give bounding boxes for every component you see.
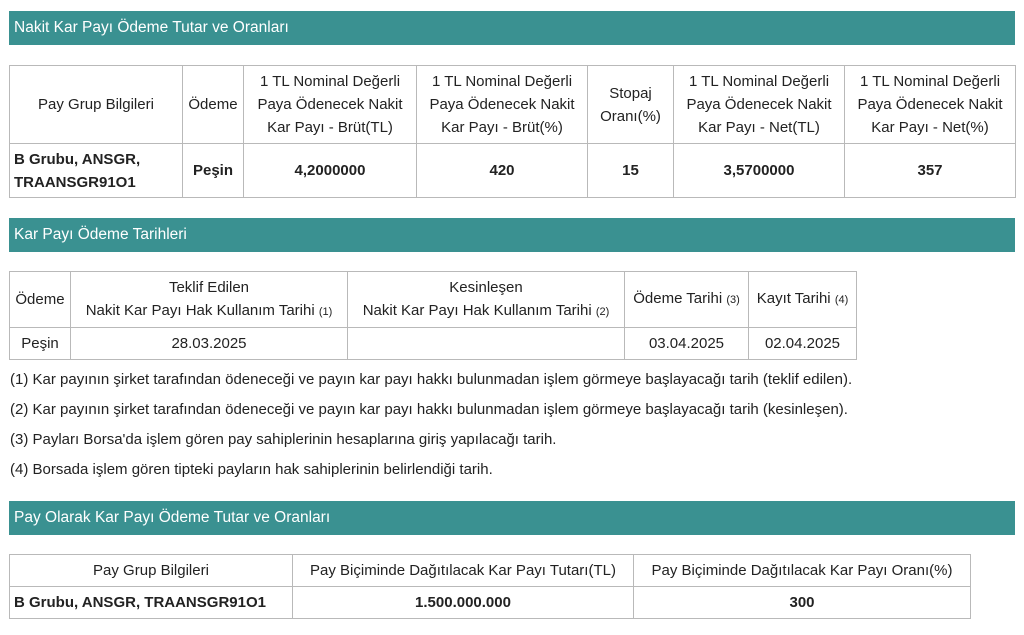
cell-payment: Peşin xyxy=(10,328,71,360)
cell-pay-date: 03.04.2025 xyxy=(625,328,749,360)
cell-final-date xyxy=(348,328,625,360)
header-payment: Ödeme xyxy=(10,272,71,328)
header-pay-date-ref: (3) xyxy=(726,294,740,306)
header-record-date-ref: (4) xyxy=(834,294,849,306)
header-record-date xyxy=(749,272,857,328)
cell-gross-pct: 420 xyxy=(417,144,588,198)
header-group-info: Pay Grup Bilgileri xyxy=(10,555,293,587)
cash-dividend-table xyxy=(9,65,1016,198)
header-record-date-label: Kayıt Tarihi xyxy=(756,290,831,307)
table-header-row xyxy=(10,66,1016,144)
cell-payment: Peşin xyxy=(183,144,244,198)
cell-gross-tl: 4,2000000 xyxy=(244,144,417,198)
cell-net-pct: 357 xyxy=(845,144,1016,198)
header-proposed-ref: (1) xyxy=(318,305,333,318)
section-title: Nakit Kar Payı Ödeme Tutar ve Oranları xyxy=(14,19,289,36)
footnote-1: (1) Kar payının şirket tarafından ödeneceği ve payın kar payı hakkı bulunmadan işlem görmeye başlayacağı tarih (teklif edilen). xyxy=(10,371,853,388)
header-gross-pct: 1 TL Nominal Değerli Paya Ödenecek Nakit Kar Payı - Brüt(%) xyxy=(417,66,588,144)
header-stock-rate: Pay Biçiminde Dağıtılacak Kar Payı Oranı(%) xyxy=(634,555,971,587)
header-gross-tl: 1 TL Nominal Değerli Paya Ödenecek Nakit Kar Payı - Brüt(TL) xyxy=(244,66,417,144)
cell-group: B Grubu, ANSGR, TRAANSGR91O1 xyxy=(10,587,293,619)
section-title: Kar Payı Ödeme Tarihleri xyxy=(14,226,187,243)
header-final-line2: Nakit Kar Payı Hak Kullanım Tarihi xyxy=(362,301,592,319)
header-pay-date xyxy=(625,272,749,328)
section-title: Pay Olarak Kar Payı Ödeme Tutar ve Oranları xyxy=(14,509,331,526)
header-net-pct: 1 TL Nominal Değerli Paya Ödenecek Nakit Kar Payı - Net(%) xyxy=(845,66,1016,144)
cell-stock-amount: 1.500.000.000 xyxy=(293,587,634,619)
table-row xyxy=(10,328,857,360)
footnote-3: (3) Payları Borsa'da işlem gören pay sahiplerinin hesaplarına giriş yapılacağı tarih. xyxy=(10,431,557,448)
section-cash-dividend-header xyxy=(9,11,1015,45)
table-header-row xyxy=(10,555,971,587)
header-withholding: Stopaj Oranı(%) xyxy=(588,66,674,144)
table-row xyxy=(10,587,971,619)
section-stock-dividend-header xyxy=(9,501,1015,535)
header-final-date xyxy=(348,272,625,328)
footnote-2: (2) Kar payının şirket tarafından ödeneceği ve payın kar payı hakkı bulunmadan işlem görmeye başlayacağı tarih (kesinleşen). xyxy=(10,401,848,418)
header-pay-date-label: Ödeme Tarihi xyxy=(633,290,723,307)
section-dates-header xyxy=(9,218,1015,252)
dates-table xyxy=(9,271,857,360)
cell-record-date: 02.04.2025 xyxy=(749,328,857,360)
header-group-info: Pay Grup Bilgileri xyxy=(10,66,183,144)
header-final-ref: (2) xyxy=(595,305,610,318)
cell-stock-rate: 300 xyxy=(634,587,971,619)
header-stock-amount: Pay Biçiminde Dağıtılacak Kar Payı Tutarı(TL) xyxy=(293,555,634,587)
cell-group: B Grubu, ANSGR, TRAANSGR91O1 xyxy=(10,144,183,198)
cell-net-tl: 3,5700000 xyxy=(674,144,845,198)
header-net-tl: 1 TL Nominal Değerli Paya Ödenecek Nakit Kar Payı - Net(TL) xyxy=(674,66,845,144)
stock-dividend-table xyxy=(9,554,971,619)
header-proposed-line1: Teklif Edilen xyxy=(168,278,250,296)
table-header-row xyxy=(10,272,857,328)
table-row xyxy=(10,144,1016,198)
header-final-line1: Kesinleşen xyxy=(449,278,523,296)
cell-withholding: 15 xyxy=(588,144,674,198)
cell-proposed-date: 28.03.2025 xyxy=(71,328,348,360)
footnote-4: (4) Borsada işlem gören tipteki payların hak sahiplerinin belirlendiği tarih. xyxy=(10,461,493,478)
header-proposed-date xyxy=(71,272,348,328)
header-proposed-line2: Nakit Kar Payı Hak Kullanım Tarihi xyxy=(85,301,315,319)
header-payment: Ödeme xyxy=(183,66,244,144)
